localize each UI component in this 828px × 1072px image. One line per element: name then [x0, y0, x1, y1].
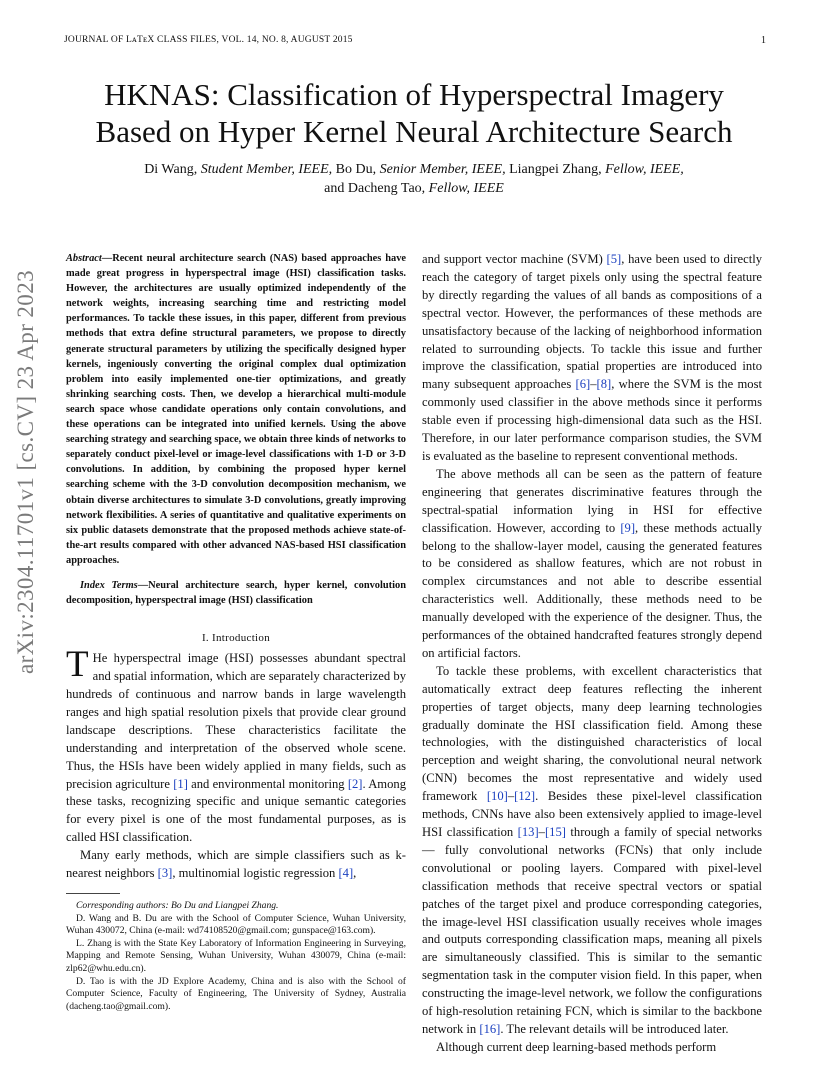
citation-link[interactable]: [2]	[347, 776, 363, 791]
author-role: Senior Member, IEEE,	[379, 162, 506, 177]
paper-title	[40, 76, 788, 150]
arxiv-watermark	[6, 269, 46, 675]
citation-link[interactable]: [4]	[338, 866, 354, 881]
intro-paragraph-2	[66, 847, 406, 883]
paragraph-text: through a family of special networks — fully convolutional networks (FCNs) that only include convolutional or pooling layers. Compared with pixel-level classification methods that receive spectral vectors or spatial patches of the target pixel and produce corresponding categories, the image-level HSI classification usually receives whole images and outputs corresponding classification maps, meaning all pixels are simultaneously classified. This is similar to the semantic segmentation task in the computer vision field. In this paper, when constructing the image-level network, we follow the configurations of high-resolution retaining FCN, which is similar to the backbone network in	[422, 825, 762, 1036]
index-terms	[66, 578, 406, 608]
paragraph-continued	[422, 251, 762, 466]
citation-link[interactable]: [8]	[596, 377, 612, 392]
citation-link[interactable]: [15]	[544, 825, 566, 839]
author-list	[60, 160, 768, 198]
arxiv-id: arXiv:2304.11701v1 [cs.CV] 23 Apr 2023	[13, 269, 38, 675]
drop-cap: T	[66, 644, 89, 686]
paragraph-text: and environmental monitoring	[187, 776, 348, 791]
footnote-affiliation: L. Zhang is with the State Key Laboratory of Information Engineering in Surveying, Mapping and Remote Sensing, Wuhan University, Wuhan 430079, China (e-mail: zlp62@whu.edu.cn).	[66, 937, 406, 974]
paragraph-text: , these methods actually belong to the shallow-layer model, causing the generated features to be considered as shallow features, which are not robust in complex circumstances and not able to describe essential characteristics well. Additionally, these methods need to be manually developed with the experience of the designer. Thus, the performances of the obtained handcrafted features strongly depend on artificial factors.	[422, 520, 762, 660]
footnote-corresponding	[66, 900, 406, 913]
range-dash: –	[507, 789, 515, 804]
paragraph-text: Many early methods, which are simple classifiers such as k-nearest neighbors	[66, 848, 406, 881]
paragraph: Although current deep learning-based methods perform	[436, 1039, 717, 1054]
index-terms-label: Index Terms	[80, 579, 138, 591]
abstract-text: —Recent neural architecture search (NAS) based approaches have made great progress in hyperspectral image (HSI) classification tasks. However, the architectures are usually optimized independently of the network weights, increasing searching time and restricting model performances. To tackle these issues, in this paper, different from previous methods that extra define structural parameters, we propose to directly generate structural parameters by utilizing the specifically designed hyper kernels, ingeniously converting the original complex dual optimization problem into easily implemented one-tier optimizations, and greatly shrinking searching costs. Then, we develop a hierarchical multi-module search space whose candidate operations only contain convolutions, and these operations can be integrated into unified kernels. Using the above searching strategy and searching space, we obtain three kinds of networks to separately conduct pixel-level or image-level classifications with 1-D or 3-D convolutions. In addition, by combining the proposed hyper kernel searching scheme with the 3-D convolution decomposition mechanism, we obtain diverse architectures to simulate 3-D convolutions, greatly improving network flexibilities. A series of quantitative and qualitative experiments on six public datasets demonstrate that the proposed methods achieve state-of-the-art results compared with other advanced NAS-based HSI classification approaches.	[66, 253, 406, 566]
section-heading: I. Introduction	[201, 632, 271, 645]
paragraph-text: . Besides these pixel-level classification methods, CNNs have also been extensively applied to image-level HSI classification	[422, 789, 762, 839]
running-header: JOURNAL OF LᴀTᴇX CLASS FILES, VOL. 14, NO. 8, AUGUST 2015	[64, 35, 353, 45]
footnote-affiliation: D. Wang and B. Du are with the School of Computer Science, Wuhan University, Wuhan 430072, China (e-mail: wd74108520@gmail.com; gunspace@163.com).	[66, 912, 406, 937]
abstract	[66, 251, 406, 568]
right-column	[422, 251, 762, 1057]
paragraph-text: To tackle these problems, with excellent characteristics that automatically extract deep features reflecting the inherent properties of target objects, many deep learning technologies gradually dominate the HSI classification field. Among these technologies, with the distinguished characteristics of local perception and weight sharing, the convolutional neural network (CNN) becomes the most representative and widely used framework	[422, 663, 762, 804]
citation-link[interactable]: [9]	[620, 520, 636, 535]
title-line-2: Based on Hyper Kernel Neural Architecture Search	[95, 114, 733, 149]
paragraph-text: , have been used to directly reach the category of target pixels only using the spectral feature by directly regarding the values of all bands as compositions of a spectral vector. However, the performances of these methods are unsatisfactory because of the lacking of neighborhood information related to surrounding objects. To tackle this issue and further improve the classification, spatial properties are introduced into many subsequent approaches	[422, 252, 763, 392]
citation-link[interactable]: [13]	[517, 825, 539, 839]
paragraph-text: , where the SVM is the most commonly used classifier in the above methods since it performs stable even if processing high-dimensional data such as the HSI. Therefore, in our later performance comparison studies, the SVM is evaluated as the baseline to represent conventional methods.	[422, 377, 763, 463]
citation-link[interactable]: [12]	[514, 789, 536, 804]
paragraph-text: He hyperspectral image (HSI) possesses abundant spectral and spatial information, which are separately characterized by hundreds of continuous and narrow bands in large wavelength ranges and high spatial resolution pixels that provide clear ground landscape descriptions. These characteristics facilitate the understanding and interpretation of the observed whole scene. Thus, the HSIs have been widely applied in many fields, such as precision agriculture	[66, 651, 406, 791]
paragraph-text: . Among these tasks, recognizing specific and unique semantic categories for every pixel is one of the most fundamental purposes, as is called HSI classification.	[66, 776, 406, 845]
citation-link[interactable]: [3]	[157, 866, 173, 881]
author-line-1	[60, 160, 768, 179]
author-name: Bo Du,	[332, 162, 380, 177]
author-role: Fellow, IEEE,	[605, 162, 684, 177]
paragraph-text: The above methods all can be seen as the pattern of feature engineering that generates discriminative features through the spectral-spatial information lying in HSI for effective classification. However, according to	[422, 466, 762, 535]
range-dash: –	[590, 377, 597, 392]
author-name: and Dacheng Tao,	[324, 181, 429, 196]
citation-link[interactable]: [6]	[575, 377, 591, 392]
citation-link[interactable]: [10]	[486, 789, 508, 804]
paragraph-text: , multinomial logistic regression	[172, 866, 339, 881]
author-name: Liangpei Zhang,	[505, 162, 606, 177]
footnote-affiliation: D. Tao is with the JD Explore Academy, China and is also with the School of Computer Science, Faculty of Engineering, The University of Sydney, Australia (dacheng.tao@gmail.com).	[66, 975, 406, 1012]
paragraph	[422, 466, 762, 663]
author-role: Fellow, IEEE	[428, 181, 504, 196]
left-column	[66, 251, 406, 1013]
page-number: 1	[761, 35, 766, 46]
title-line-1: HKNAS: Classification of Hyperspectral Imagery	[104, 77, 724, 112]
intro-paragraph-1	[66, 644, 406, 847]
paragraph-text: . The relevant details will be introduced later.	[500, 1021, 729, 1036]
index-terms-text: —Neural architecture search, hyper kernel, convolution decomposition, hyperspectral image (HSI) classification	[66, 579, 406, 607]
author-line-2	[60, 179, 768, 198]
footnote-divider	[66, 893, 120, 894]
abstract-label: Abstract	[66, 253, 102, 264]
author-name: Di Wang,	[144, 162, 201, 177]
citation-link[interactable]: [1]	[173, 776, 188, 791]
paragraph-text: and support vector machine (SVM)	[422, 252, 607, 266]
citation-link[interactable]: [5]	[606, 252, 622, 266]
paragraph	[422, 663, 762, 1039]
footnote-text: Corresponding authors: Bo Du and Liangpei Zhang.	[76, 899, 279, 911]
citation-link[interactable]: [16]	[479, 1021, 501, 1036]
range-dash: –	[538, 825, 545, 839]
paragraph-text: ,	[353, 866, 357, 881]
author-role: Student Member, IEEE,	[200, 162, 333, 177]
